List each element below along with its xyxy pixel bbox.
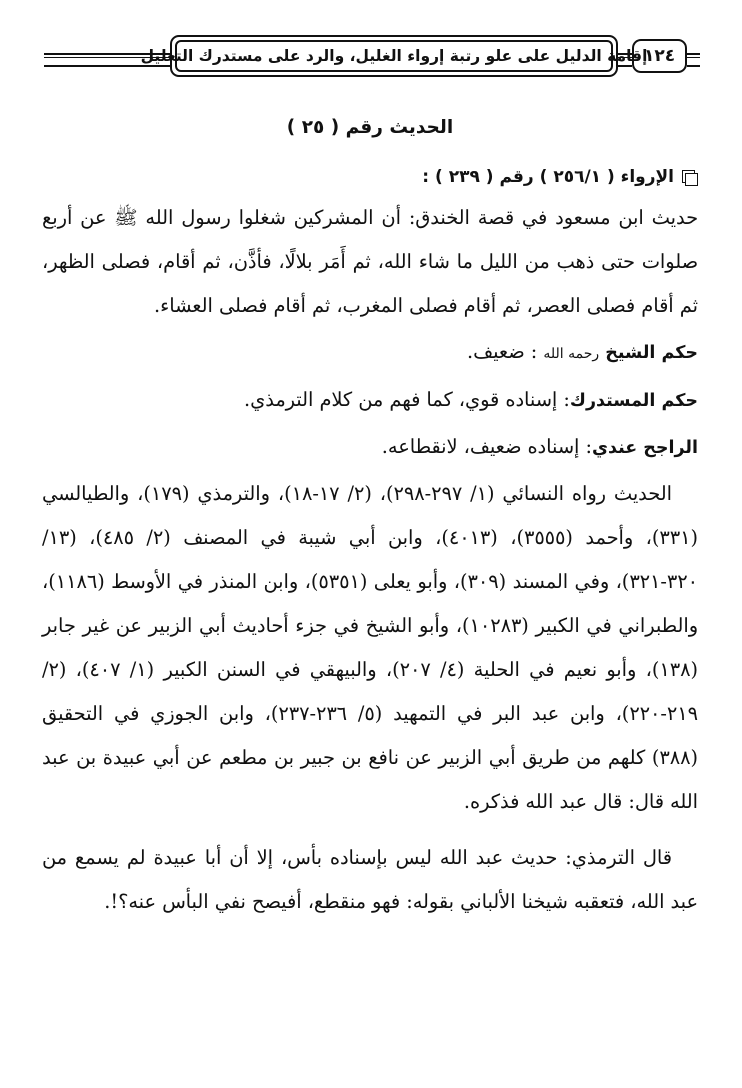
irwa-reference [42,162,698,192]
hadith-text: حديث ابن مسعود في قصة الخندق: أن المشركين شغلوا رسول الله ﷺ عن أربع صلوات حتى ذهب من الليل ما شاء الله، ثم أَمَر بلالًا، فأذَّن، ثم أقام، فصلى الظهر، ثم أقام فصلى العصر، ثم أقام فصلى المغرب، ثم أقام فصلى العشاء. [42,206,698,317]
page-header [44,33,700,87]
mustadrik-ruling [42,378,698,423]
tirmidhi-paragraph: قال الترمذي: حديث عبد الله ليس بإسناده بأس، إلا أن أبا عبيدة لم يسمع من عبد الله، فتعقبه شيخنا الألباني بقوله: فهو منقطع، أفيصح نفي البأس عنه؟!. [42,846,698,913]
header-rule-right [687,53,700,67]
mustadrik-ruling-label: حكم المستدرك [569,391,698,411]
mustadrik-ruling-value: : إسناده قوي، كما فهم من كلام الترمذي. [243,388,570,411]
book-icon [682,170,698,185]
sheikh-ruling-label: حكم الشيخ [605,343,698,363]
running-title-frame [140,35,648,77]
sheikh-ruling-value: : ضعيف. [466,340,538,363]
sheikh-ruling [42,330,698,376]
page-body [42,112,698,924]
rahimahullah-symbol: رحمه الله [543,346,600,362]
preferred-ruling-value: : إسناده ضعيف، لانقطاعه. [381,435,592,458]
page-number: ١٢٤ [632,39,687,73]
irwa-reference-text: الإرواء ( ٢٥٦/١ ) رقم ( ٢٣٩ ) : [422,167,674,187]
running-title: إقامة الدليل على علو رتبة إرواء الغليل، والرد على مستدرك التعليل [175,40,613,72]
preferred-ruling [42,425,698,470]
preferred-ruling-label: الراجح عندي [591,438,698,458]
takhrij-paragraph: الحديث رواه النسائي (١/ ٢٩٧-٢٩٨)، (٢/ ١٧-١٨)، والترمذي (١٧٩)، والطيالسي (٣٣١)، وأحمد (٣٥٥٥)، (٤٠١٣)، وابن أبي شيبة في المصنف (٢/ ٤٨٥)، (١٣/ ٣٢٠-٣٢١)، وفي المسند (٣٠٩)، وأبو يعلى (٥٣٥١)، وابن المنذر في الأوسط (١١٨٦)، والطبراني في الكبير (١٠٢٨٣)، وأبو الشيخ في جزء أحاديث أبي الزبير عن غير جابر (١٣٨)، وأبو نعيم في الحلية (٤/ ٢٠٧)، والبيهقي في السنن الكبير (١/ ٤٠٧)، (٢/ ٢١٩-٢٢٠)، وابن عبد البر في التمهيد (٥/ ٢٣٦-٢٣٧)، وابن الجوزي في التحقيق (٣٨٨) كلهم من طريق أبي الزبير عن نافع بن جبير بن مطعم عن أبي عبيدة بن عبد الله قال: قال عبد الله فذكره. [42,482,699,813]
hadith-heading: الحديث رقم ( ٢٥ ) [286,117,454,138]
header-rule-left [44,53,170,67]
